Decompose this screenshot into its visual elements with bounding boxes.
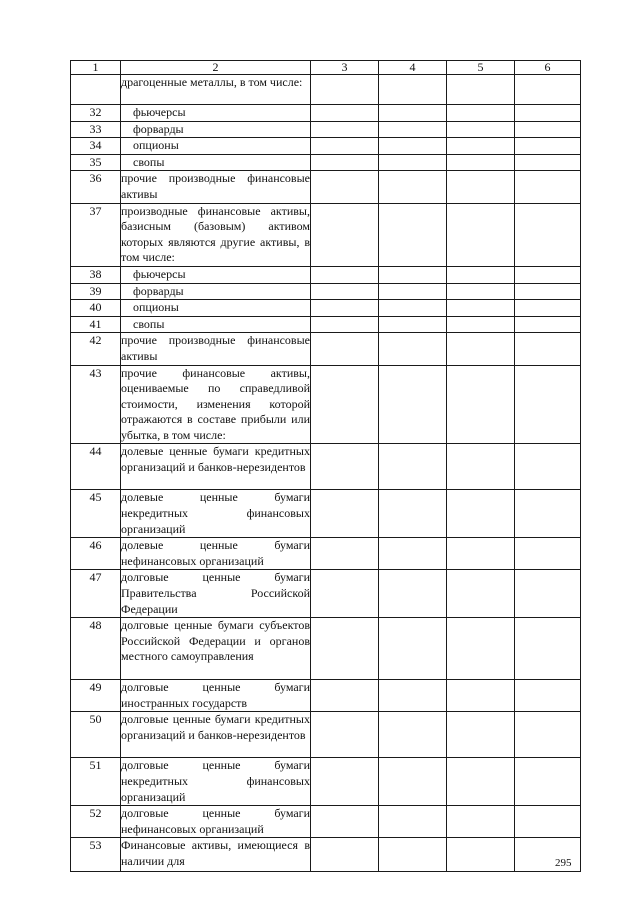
table-row bbox=[71, 333, 581, 365]
row-number-cell: 42 bbox=[71, 333, 121, 365]
value-cell-col-4 bbox=[379, 838, 447, 872]
value-cell-col-4 bbox=[379, 618, 447, 680]
value-cell-col-3 bbox=[311, 838, 379, 872]
value-cell-col-4 bbox=[379, 266, 447, 283]
value-cell-col-5 bbox=[447, 316, 515, 333]
value-cell-col-4 bbox=[379, 171, 447, 203]
row-description-cell: прочие производные финансовые активы bbox=[121, 171, 311, 203]
value-cell-col-4 bbox=[379, 758, 447, 806]
row-description-cell: долговые ценные бумаги субъектов Российской Федерации и органов местного самоуправления bbox=[121, 618, 311, 680]
row-number-cell: 40 bbox=[71, 300, 121, 317]
value-cell-col-6 bbox=[515, 758, 581, 806]
row-description-cell: фьючерсы bbox=[121, 105, 311, 122]
row-description-cell: долевые ценные бумаги нефинансовых организаций bbox=[121, 538, 311, 570]
value-cell-col-5 bbox=[447, 444, 515, 490]
row-description-cell: свопы bbox=[121, 154, 311, 171]
value-cell-col-6 bbox=[515, 365, 581, 444]
value-cell-col-3 bbox=[311, 490, 379, 538]
value-cell-col-3 bbox=[311, 712, 379, 758]
value-cell-col-5 bbox=[447, 712, 515, 758]
value-cell-col-4 bbox=[379, 75, 447, 105]
value-cell-col-6 bbox=[515, 570, 581, 618]
value-cell-col-3 bbox=[311, 316, 379, 333]
value-cell-col-3 bbox=[311, 283, 379, 300]
row-number-cell: 45 bbox=[71, 490, 121, 538]
header-cell-1: 1 bbox=[71, 61, 121, 75]
value-cell-col-6 bbox=[515, 538, 581, 570]
table-row bbox=[71, 758, 581, 806]
row-description-cell: опционы bbox=[121, 300, 311, 317]
value-cell-col-5 bbox=[447, 121, 515, 138]
value-cell-col-6 bbox=[515, 618, 581, 680]
row-number-cell: 33 bbox=[71, 121, 121, 138]
value-cell-col-6 bbox=[515, 300, 581, 317]
value-cell-col-6 bbox=[515, 75, 581, 105]
row-number-cell: 53 bbox=[71, 838, 121, 872]
value-cell-col-6 bbox=[515, 266, 581, 283]
row-number-cell: 41 bbox=[71, 316, 121, 333]
value-cell-col-4 bbox=[379, 680, 447, 712]
row-description-cell: долевые ценные бумаги кредитных организаций и банков-нерезидентов bbox=[121, 444, 311, 490]
header-cell-2: 2 bbox=[121, 61, 311, 75]
value-cell-col-3 bbox=[311, 618, 379, 680]
row-description-cell: производные финансовые активы, базисным (базовым) активом которых являются другие активы, в том числе: bbox=[121, 203, 311, 266]
value-cell-col-3 bbox=[311, 333, 379, 365]
value-cell-col-4 bbox=[379, 316, 447, 333]
value-cell-col-3 bbox=[311, 121, 379, 138]
table-row bbox=[71, 138, 581, 155]
value-cell-col-5 bbox=[447, 138, 515, 155]
header-cell-5: 5 bbox=[447, 61, 515, 75]
table-row bbox=[71, 283, 581, 300]
table-row bbox=[71, 171, 581, 203]
value-cell-col-5 bbox=[447, 838, 515, 872]
row-number-cell: 43 bbox=[71, 365, 121, 444]
table-row bbox=[71, 154, 581, 171]
row-number-cell: 32 bbox=[71, 105, 121, 122]
table-row bbox=[71, 105, 581, 122]
value-cell-col-5 bbox=[447, 680, 515, 712]
value-cell-col-4 bbox=[379, 105, 447, 122]
value-cell-col-5 bbox=[447, 105, 515, 122]
row-description-cell: драгоценные металлы, в том числе: bbox=[121, 75, 311, 105]
table-row bbox=[71, 316, 581, 333]
table-row bbox=[71, 300, 581, 317]
value-cell-col-6 bbox=[515, 171, 581, 203]
value-cell-col-3 bbox=[311, 570, 379, 618]
value-cell-col-4 bbox=[379, 712, 447, 758]
row-number-cell: 34 bbox=[71, 138, 121, 155]
row-description-cell: прочие финансовые активы, оцениваемые по справедливой стоимости, изменения которой отражаются в составе прибыли или убытка, в том числе: bbox=[121, 365, 311, 444]
row-description-cell: долговые ценные бумаги некредитных финансовых организаций bbox=[121, 758, 311, 806]
table-row bbox=[71, 838, 581, 872]
header-cell-4: 4 bbox=[379, 61, 447, 75]
value-cell-col-5 bbox=[447, 570, 515, 618]
value-cell-col-5 bbox=[447, 490, 515, 538]
value-cell-col-3 bbox=[311, 538, 379, 570]
row-number-cell bbox=[71, 75, 121, 105]
table-row bbox=[71, 538, 581, 570]
value-cell-col-5 bbox=[447, 283, 515, 300]
table-row bbox=[71, 680, 581, 712]
row-number-cell: 37 bbox=[71, 203, 121, 266]
row-number-cell: 35 bbox=[71, 154, 121, 171]
row-description-cell: Финансовые активы, имеющиеся в наличии для bbox=[121, 838, 311, 872]
table-row bbox=[71, 365, 581, 444]
row-number-cell: 44 bbox=[71, 444, 121, 490]
value-cell-col-6 bbox=[515, 316, 581, 333]
table-row bbox=[71, 490, 581, 538]
table-header-row bbox=[71, 61, 581, 75]
row-number-cell: 50 bbox=[71, 712, 121, 758]
report-table-body bbox=[71, 61, 581, 872]
value-cell-col-6 bbox=[515, 680, 581, 712]
header-cell-3: 3 bbox=[311, 61, 379, 75]
value-cell-col-3 bbox=[311, 154, 379, 171]
value-cell-col-5 bbox=[447, 333, 515, 365]
value-cell-col-6 bbox=[515, 712, 581, 758]
header-cell-6: 6 bbox=[515, 61, 581, 75]
value-cell-col-4 bbox=[379, 490, 447, 538]
row-number-cell: 52 bbox=[71, 806, 121, 838]
report-table bbox=[70, 60, 581, 872]
value-cell-col-4 bbox=[379, 138, 447, 155]
row-number-cell: 48 bbox=[71, 618, 121, 680]
table-row bbox=[71, 266, 581, 283]
value-cell-col-3 bbox=[311, 105, 379, 122]
value-cell-col-3 bbox=[311, 300, 379, 317]
row-description-cell: долговые ценные бумаги Правительства Российской Федерации bbox=[121, 570, 311, 618]
value-cell-col-5 bbox=[447, 203, 515, 266]
value-cell-col-3 bbox=[311, 365, 379, 444]
row-description-cell: долговые ценные бумаги иностранных государств bbox=[121, 680, 311, 712]
value-cell-col-4 bbox=[379, 203, 447, 266]
row-description-cell: форварды bbox=[121, 283, 311, 300]
value-cell-col-3 bbox=[311, 138, 379, 155]
value-cell-col-6 bbox=[515, 490, 581, 538]
value-cell-col-3 bbox=[311, 171, 379, 203]
page-number: 295 bbox=[555, 857, 572, 869]
table-row bbox=[71, 712, 581, 758]
row-description-cell: форварды bbox=[121, 121, 311, 138]
value-cell-col-5 bbox=[447, 171, 515, 203]
value-cell-col-3 bbox=[311, 266, 379, 283]
value-cell-col-5 bbox=[447, 538, 515, 570]
row-description-cell: свопы bbox=[121, 316, 311, 333]
value-cell-col-3 bbox=[311, 75, 379, 105]
table-row bbox=[71, 444, 581, 490]
row-description-cell: долговые ценные бумаги кредитных организаций и банков-нерезидентов bbox=[121, 712, 311, 758]
value-cell-col-4 bbox=[379, 154, 447, 171]
value-cell-col-4 bbox=[379, 570, 447, 618]
value-cell-col-5 bbox=[447, 266, 515, 283]
table-row bbox=[71, 806, 581, 838]
row-description-cell: опционы bbox=[121, 138, 311, 155]
row-number-cell: 51 bbox=[71, 758, 121, 806]
value-cell-col-6 bbox=[515, 333, 581, 365]
row-description-cell: долевые ценные бумаги некредитных финансовых организаций bbox=[121, 490, 311, 538]
value-cell-col-5 bbox=[447, 365, 515, 444]
table-row bbox=[71, 203, 581, 266]
value-cell-col-4 bbox=[379, 283, 447, 300]
row-description-cell: прочие производные финансовые активы bbox=[121, 333, 311, 365]
value-cell-col-3 bbox=[311, 680, 379, 712]
value-cell-col-6 bbox=[515, 138, 581, 155]
row-number-cell: 49 bbox=[71, 680, 121, 712]
value-cell-col-4 bbox=[379, 300, 447, 317]
value-cell-col-6 bbox=[515, 154, 581, 171]
value-cell-col-3 bbox=[311, 444, 379, 490]
value-cell-col-5 bbox=[447, 806, 515, 838]
value-cell-col-5 bbox=[447, 758, 515, 806]
table-row bbox=[71, 121, 581, 138]
table-row bbox=[71, 570, 581, 618]
value-cell-col-6 bbox=[515, 283, 581, 300]
row-number-cell: 38 bbox=[71, 266, 121, 283]
row-number-cell: 36 bbox=[71, 171, 121, 203]
row-number-cell: 39 bbox=[71, 283, 121, 300]
row-number-cell: 46 bbox=[71, 538, 121, 570]
value-cell-col-5 bbox=[447, 618, 515, 680]
value-cell-col-6 bbox=[515, 444, 581, 490]
table-row bbox=[71, 618, 581, 680]
value-cell-col-3 bbox=[311, 806, 379, 838]
value-cell-col-4 bbox=[379, 444, 447, 490]
value-cell-col-5 bbox=[447, 154, 515, 171]
row-description-cell: долговые ценные бумаги нефинансовых организаций bbox=[121, 806, 311, 838]
value-cell-col-6 bbox=[515, 806, 581, 838]
table-row bbox=[71, 75, 581, 105]
value-cell-col-4 bbox=[379, 538, 447, 570]
value-cell-col-4 bbox=[379, 806, 447, 838]
value-cell-col-5 bbox=[447, 300, 515, 317]
value-cell-col-4 bbox=[379, 333, 447, 365]
value-cell-col-6 bbox=[515, 203, 581, 266]
value-cell-col-6 bbox=[515, 121, 581, 138]
value-cell-col-4 bbox=[379, 121, 447, 138]
row-description-cell: фьючерсы bbox=[121, 266, 311, 283]
row-number-cell: 47 bbox=[71, 570, 121, 618]
value-cell-col-4 bbox=[379, 365, 447, 444]
value-cell-col-5 bbox=[447, 75, 515, 105]
value-cell-col-6 bbox=[515, 105, 581, 122]
value-cell-col-3 bbox=[311, 203, 379, 266]
value-cell-col-3 bbox=[311, 758, 379, 806]
